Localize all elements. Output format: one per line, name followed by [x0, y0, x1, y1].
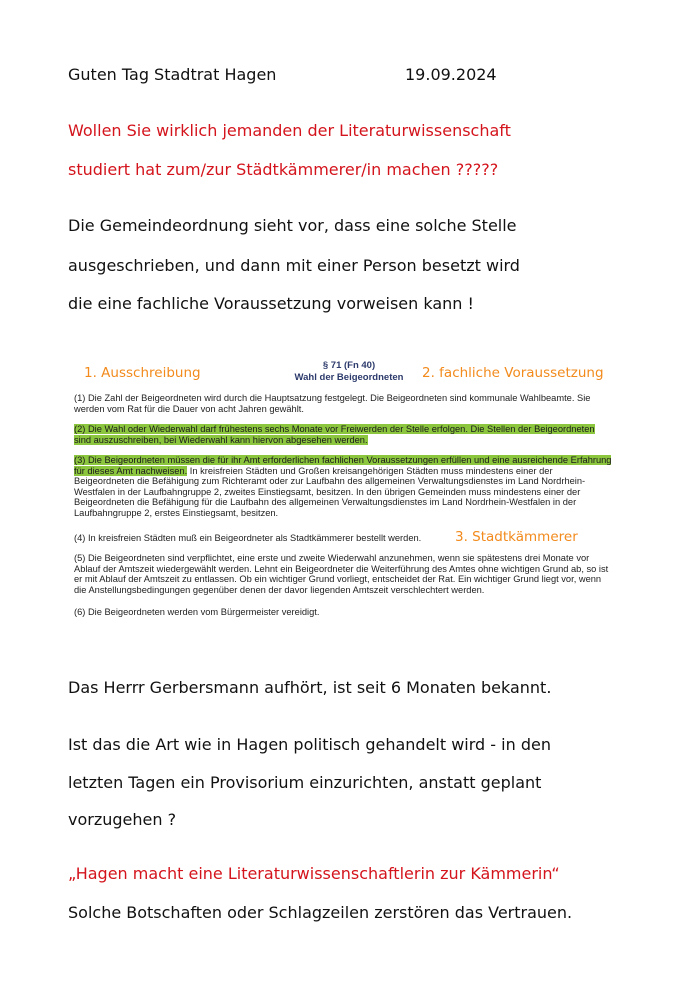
annotation-stadtkaemmerer: 3. Stadtkämmerer — [455, 529, 578, 545]
law-paragraph-3 — [74, 455, 614, 518]
highlight-ausschreibung: (2) Die Wahl oder Wiederwahl darf frühestens sechs Monate vor Freiwerden der Stelle erfolgen. Die Stellen der Beigeordneten sind auszuschreiben, bei Wiederwahl kann hiervon abgesehen werden. — [74, 424, 595, 445]
law-paragraph-2 — [74, 424, 614, 445]
law-section-title: Wahl der Beigeordneten — [294, 372, 404, 383]
law-paragraph-3-rest: In kreisfreien Städten und Großen kreisangehörigen Städten muss mindestens einer der Beigeordneten die Befähigung zum Richteramt oder zur Laufbahn des allgemeinen Verwaltungsdienstes im Land Nordrhein-Westfalen in der Laufbahngruppe 2, zweites Einstiegsamt, besitzen. In den übrigen Gemeinden muss mindestens einer der Beigeordneten die Befähigung für die Laufbahn des allgemeinen Verwaltungsdienstes im Land Nordrhein-Westfalen in der Laufbahngruppe 2, erstes Einstiegsamt, besitzen. — [74, 465, 586, 518]
annotation-fachliche-voraussetzung: 2. fachliche Voraussetzung — [422, 365, 604, 381]
headline-quote: „Hagen macht eine Literaturwissenschaftlerin zur Kämmerin“ — [68, 864, 560, 883]
criticism-line-3: vorzugehen ? — [68, 810, 177, 829]
letter-date: 19.09.2024 — [405, 65, 497, 84]
criticism-line-2: letzten Tagen ein Provisorium einzurichten, anstatt geplant — [68, 773, 542, 792]
remark: Das Herrr Gerbersmann aufhört, ist seit 6 Monaten bekannt. — [68, 678, 552, 697]
statement-line-1: Die Gemeindeordnung sieht vor, dass eine solche Stelle — [68, 216, 517, 235]
law-paragraph-6: (6) Die Beigeordneten werden vom Bürgermeister vereidigt. — [74, 607, 320, 617]
closing-line: Solche Botschaften oder Schlagzeilen zerstören das Vertrauen. — [68, 903, 573, 922]
criticism-line-1: Ist das die Art wie in Hagen politisch gehandelt wird - in den — [68, 735, 551, 754]
law-section-number: § 71 (Fn 40) — [322, 360, 376, 371]
statement-line-2: ausgeschrieben, und dann mit einer Person besetzt wird — [68, 256, 520, 275]
law-paragraph-4: (4) In kreisfreien Städten muß ein Beigeordneter als Stadtkämmerer bestellt werden. — [74, 533, 422, 543]
statement-line-3: die eine fachliche Voraussetzung vorweisen kann ! — [68, 294, 474, 313]
greeting: Guten Tag Stadtrat Hagen — [68, 65, 277, 84]
question-line-1: Wollen Sie wirklich jemanden der Literaturwissenschaft — [68, 121, 511, 140]
annotation-ausschreibung: 1. Ausschreibung — [84, 365, 201, 381]
question-line-2: studiert hat zum/zur Städtkämmerer/in machen ????? — [68, 160, 499, 179]
law-section-heading — [294, 360, 404, 384]
law-excerpt-image — [60, 352, 630, 624]
law-paragraph-1: (1) Die Zahl der Beigeordneten wird durch die Hauptsatzung festgelegt. Die Beigeordneten sind kommunale Wahlbeamte. Sie werden vom Rat für die Dauer von acht Jahren gewählt. — [74, 393, 591, 414]
law-paragraph-5: (5) Die Beigeordneten sind verpflichtet, eine erste und zweite Wiederwahl anzunehmen, wenn sie spätestens drei Monate vor Ablauf der Amtszeit wiedergewählt werden. Lehnt ein Beigeordneter die Weiterführung des Amtes ohne wichtigen Grund ab, so ist er mit Ablauf der Amtszeit zu entlassen. Ob ein wichtiger Grund vorliegt, entscheidet der Rat. Ein wichtiger Grund liegt vor, wenn die Anstellungsbedingungen gegenüber denen der davor liegenden Amtszeit verschlechtert werden. — [74, 553, 609, 595]
highlight-fachliche-voraussetzung: (3) Die Beigeordneten müssen die für ihr Amt erforderlichen fachlichen Voraussetzungen erfüllen und eine ausreichende Erfahrung für dieses Amt nachweisen. — [74, 455, 612, 476]
